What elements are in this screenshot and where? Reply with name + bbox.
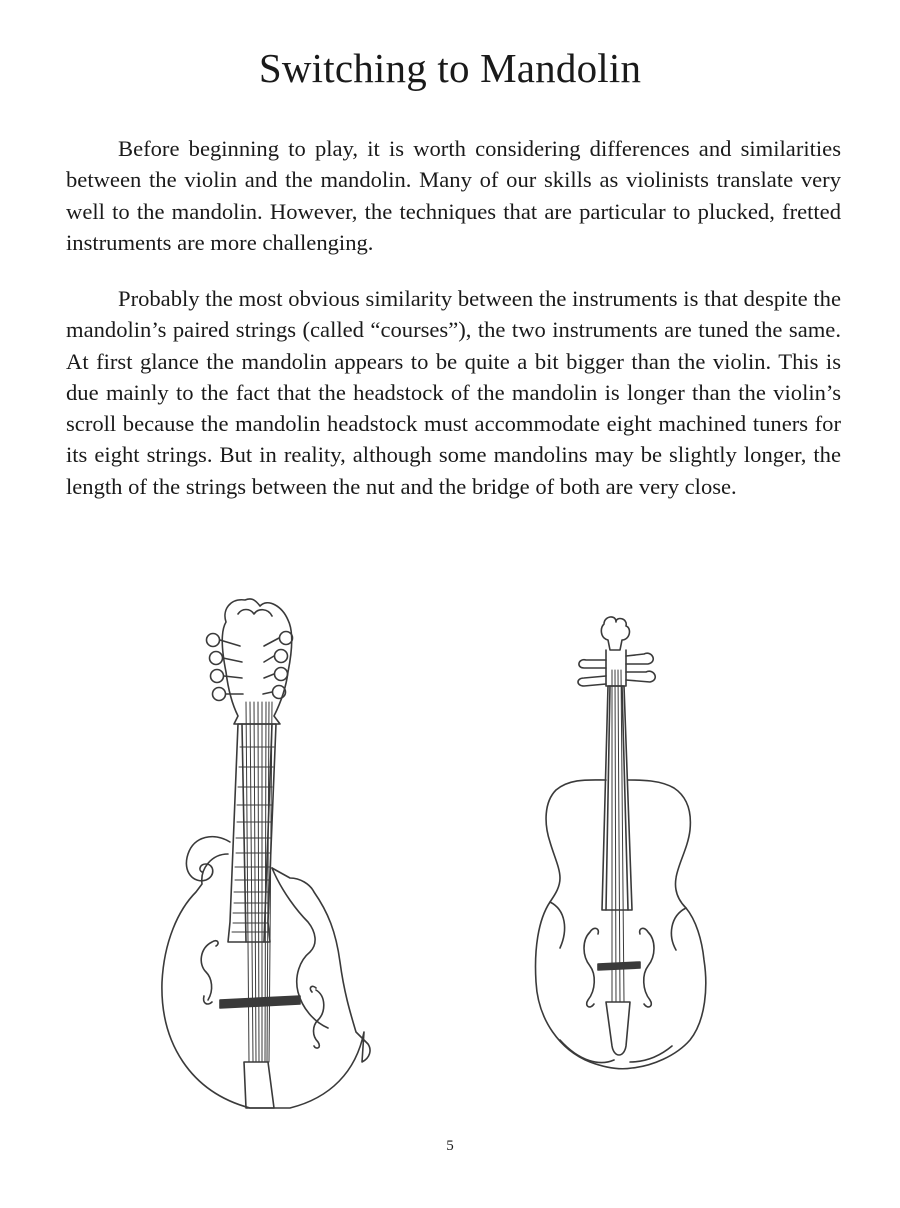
page-title: Switching to Mandolin xyxy=(258,45,642,91)
violin-illustration xyxy=(520,610,720,1100)
paragraph-similarity: Probably the most obvious similarity between the instruments is that despite the mandolin’s paired strings (called “courses”), the two instruments are tuned the same. At first glance the mandolin appears to be quite a bit bigger than the violin. This is due mainly to the fact that the headstock of the mandolin is longer than the violin’s scroll because the mandolin headstock must accommodate eight machined tuners for its eight strings. But in reality, although some mandolins may be slightly longer, the length of the strings between the nut and the bridge of both are very close. xyxy=(66,286,841,499)
paragraph-differences: Before beginning to play, it is worth considering differences and similarities between the violin and the mandolin. Many of our skills as violinists translate very well to the mandolin. However, the techniques that are particular to plucked, fretted instruments are more challenging. xyxy=(66,136,841,255)
page-number: 5 xyxy=(446,1138,454,1154)
mandolin-illustration xyxy=(150,592,380,1122)
